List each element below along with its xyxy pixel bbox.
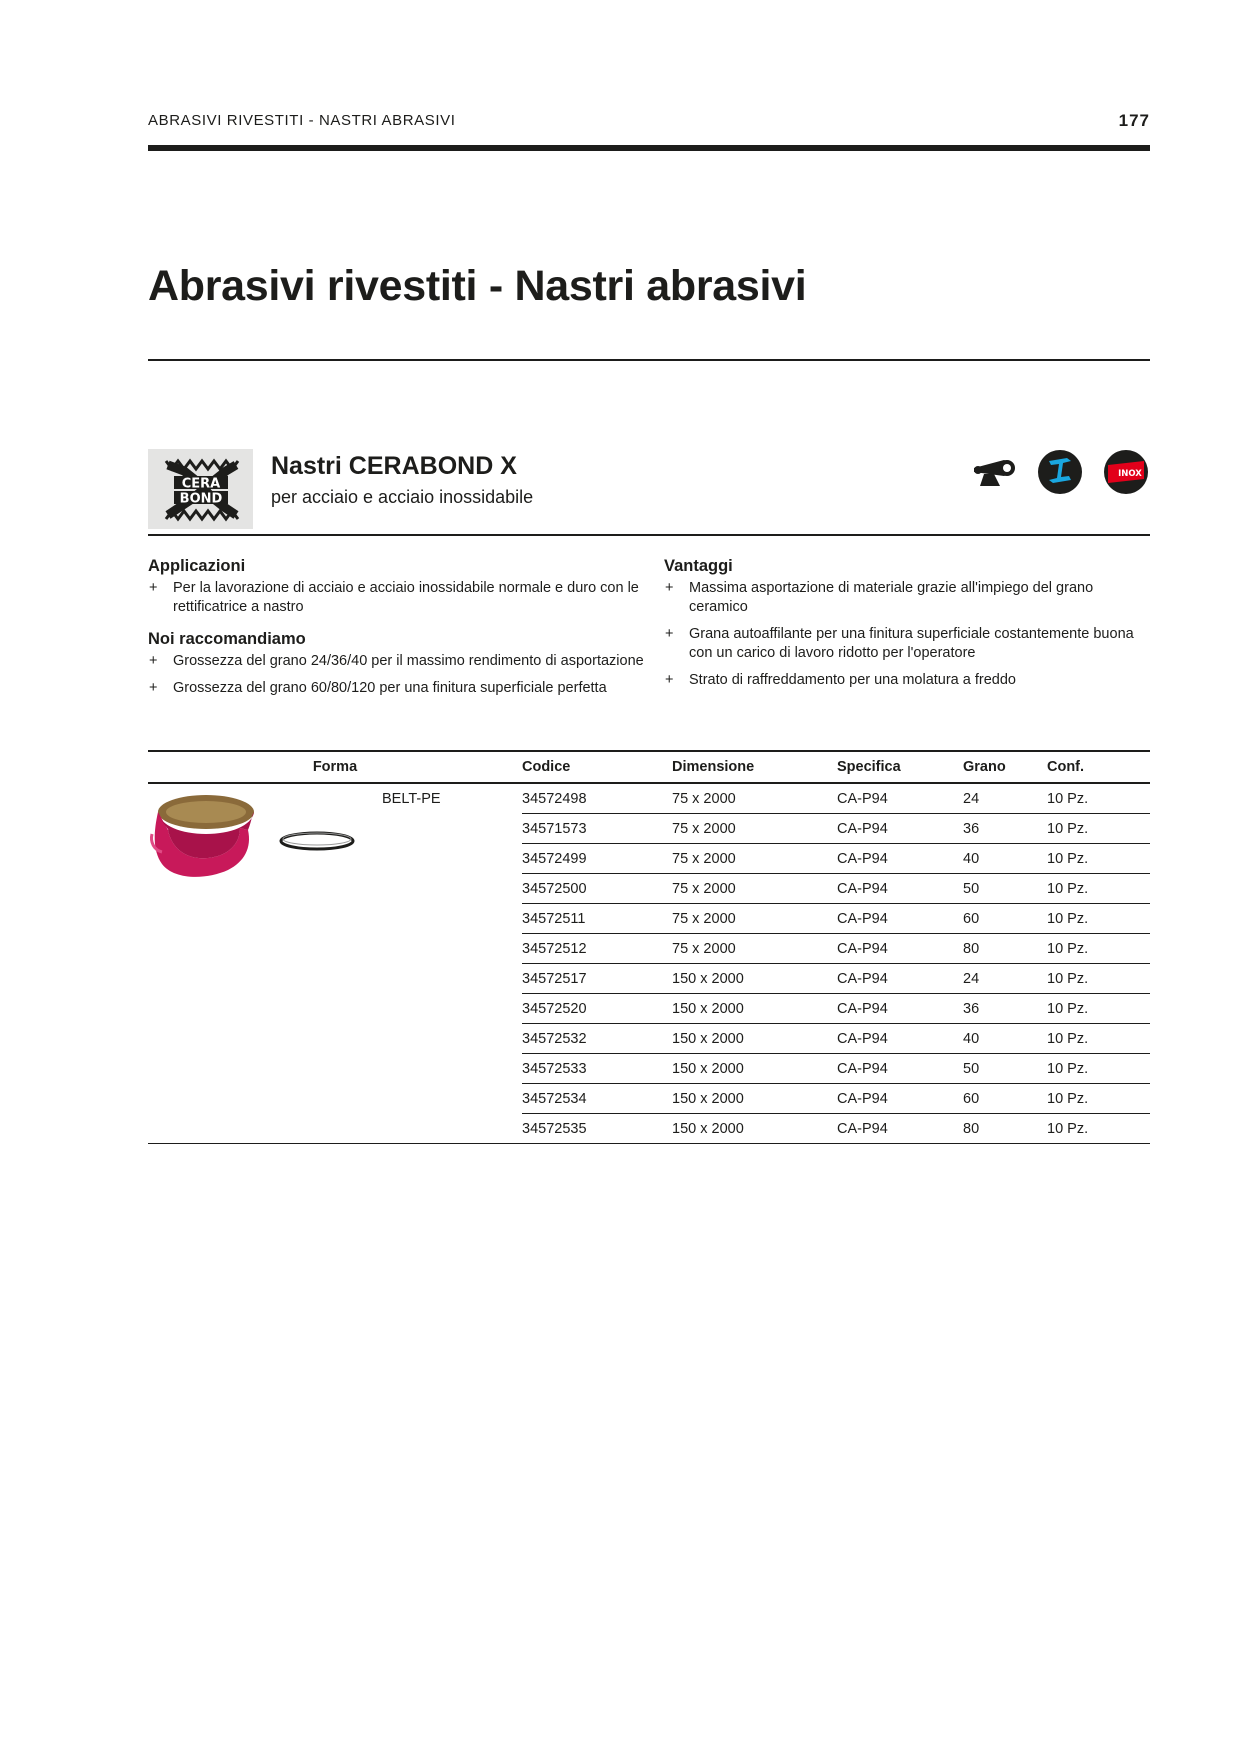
cell-conf: 10 Pz. xyxy=(1047,844,1150,874)
cell-codice: 34572534 xyxy=(522,1084,672,1114)
cell-codice: 34572499 xyxy=(522,844,672,874)
list-item: + Per la lavorazione di acciaio e acciaio inossidabile normale e duro con le rettificatrice a nastro xyxy=(149,580,639,615)
inox-icon xyxy=(1103,449,1149,495)
cell-conf: 10 Pz. xyxy=(1047,994,1150,1024)
forma-cell xyxy=(148,783,522,1144)
cell-dimensione: 75 x 2000 xyxy=(672,934,837,964)
cell-dimensione: 150 x 2000 xyxy=(672,1114,837,1144)
title-rule xyxy=(148,359,1150,361)
cell-dimensione: 150 x 2000 xyxy=(672,1024,837,1054)
page-title: Abrasivi rivestiti - Nastri abrasivi xyxy=(148,262,807,310)
cell-specifica: CA-P94 xyxy=(837,1084,963,1114)
cerabond-logo-mark xyxy=(148,449,253,529)
cell-conf: 10 Pz. xyxy=(1047,783,1150,814)
cell-specifica: CA-P94 xyxy=(837,964,963,994)
cell-dimensione: 150 x 2000 xyxy=(672,1084,837,1114)
cell-grano: 80 xyxy=(963,1114,1047,1144)
left-column xyxy=(148,557,648,706)
table-row xyxy=(148,783,1150,814)
cell-specifica: CA-P94 xyxy=(837,934,963,964)
cell-codice: 34571573 xyxy=(522,814,672,844)
cell-grano: 50 xyxy=(963,1054,1047,1084)
cell-specifica: CA-P94 xyxy=(837,844,963,874)
cell-codice: 34572532 xyxy=(522,1024,672,1054)
cell-codice: 34572535 xyxy=(522,1114,672,1144)
cell-grano: 36 xyxy=(963,814,1047,844)
cell-codice: 34572498 xyxy=(522,783,672,814)
cell-specifica: CA-P94 xyxy=(837,994,963,1024)
cell-dimensione: 150 x 2000 xyxy=(672,994,837,1024)
list-item: + Grossezza del grano 60/80/120 per una finitura superficiale perfetta xyxy=(149,680,607,696)
cell-conf: 10 Pz. xyxy=(1047,1054,1150,1084)
list-item: + Massima asportazione di materiale grazie all'impiego del grano ceramico xyxy=(665,580,1094,615)
col-header-codice: Codice xyxy=(522,759,571,775)
cell-specifica: CA-P94 xyxy=(837,1024,963,1054)
belt-drawing xyxy=(278,829,356,853)
cell-codice: 34572511 xyxy=(522,904,672,934)
table-body xyxy=(148,783,1150,1144)
cell-dimensione: 75 x 2000 xyxy=(672,783,837,814)
cell-grano: 60 xyxy=(963,1084,1047,1114)
page-number: 177 xyxy=(1118,111,1150,130)
raccomandiamo-list xyxy=(148,652,648,698)
cell-grano: 60 xyxy=(963,904,1047,934)
header-rule xyxy=(148,145,1150,151)
form-type-label: BELT-PE xyxy=(382,791,441,807)
cell-dimensione: 75 x 2000 xyxy=(672,844,837,874)
cell-conf: 10 Pz. xyxy=(1047,964,1150,994)
bullet-plus: + xyxy=(149,680,158,696)
cell-specifica: CA-P94 xyxy=(837,1114,963,1144)
cell-codice: 34572520 xyxy=(522,994,672,1024)
col-header-specifica: Specifica xyxy=(837,759,901,775)
cell-grano: 50 xyxy=(963,874,1047,904)
bullet-plus: + xyxy=(149,653,158,669)
list-item: + Grossezza del grano 24/36/40 per il massimo rendimento di asportazione xyxy=(149,653,644,669)
cell-codice: 34572517 xyxy=(522,964,672,994)
logo-text-bottom: BOND xyxy=(179,491,223,507)
cell-specifica: CA-P94 xyxy=(837,1054,963,1084)
logo-text-top: CERA xyxy=(181,476,221,492)
cell-conf: 10 Pz. xyxy=(1047,1114,1150,1144)
col-header-conf: Conf. xyxy=(1047,759,1085,775)
product-subtitle: per acciaio e acciaio inossidabile xyxy=(271,487,534,507)
bullet-plus: + xyxy=(665,672,674,688)
applicazioni-list xyxy=(148,579,648,617)
cell-grano: 24 xyxy=(963,964,1047,994)
vantaggi-list xyxy=(664,579,1150,690)
list-item: + Grana autoaffilante per una finitura superficiale costantemente buona con un carico di lavoro ridotto per l'operatore xyxy=(665,626,1134,661)
cell-conf: 10 Pz. xyxy=(1047,904,1150,934)
cell-codice: 34572533 xyxy=(522,1054,672,1084)
table-header-row xyxy=(148,751,1150,783)
col-header-dimensione: Dimensione xyxy=(672,759,755,775)
cell-grano: 24 xyxy=(963,783,1047,814)
cell-grano: 40 xyxy=(963,1024,1047,1054)
bullet-plus: + xyxy=(665,626,674,642)
product-table xyxy=(148,750,1150,1144)
cell-grano: 40 xyxy=(963,844,1047,874)
raccomandiamo-heading: Noi raccomandiamo xyxy=(148,630,306,648)
cell-conf: 10 Pz. xyxy=(1047,1024,1150,1054)
product-name: Nastri CERABOND X xyxy=(271,452,517,480)
cell-dimensione: 75 x 2000 xyxy=(672,814,837,844)
cell-dimensione: 75 x 2000 xyxy=(672,874,837,904)
applicazioni-heading: Applicazioni xyxy=(148,557,246,575)
cell-conf: 10 Pz. xyxy=(1047,934,1150,964)
running-header: ABRASIVI RIVESTITI - NASTRI ABRASIVI xyxy=(148,112,456,129)
vantaggi-heading: Vantaggi xyxy=(664,557,733,575)
product-rule xyxy=(148,534,1150,536)
cell-specifica: CA-P94 xyxy=(837,904,963,934)
belt-photo xyxy=(148,790,258,882)
inox-label: INOX xyxy=(1118,469,1142,479)
cell-conf: 10 Pz. xyxy=(1047,874,1150,904)
cell-grano: 80 xyxy=(963,934,1047,964)
cell-dimensione: 150 x 2000 xyxy=(672,964,837,994)
right-column xyxy=(664,557,1150,698)
cell-conf: 10 Pz. xyxy=(1047,814,1150,844)
cell-specifica: CA-P94 xyxy=(837,783,963,814)
cell-codice: 34572512 xyxy=(522,934,672,964)
cell-dimensione: 150 x 2000 xyxy=(672,1054,837,1084)
cell-specifica: CA-P94 xyxy=(837,874,963,904)
cell-specifica: CA-P94 xyxy=(837,814,963,844)
col-header-grano: Grano xyxy=(963,759,1006,775)
belt-grinder-icon xyxy=(970,452,1018,488)
cell-grano: 36 xyxy=(963,994,1047,1024)
bullet-plus: + xyxy=(149,580,158,596)
steel-beam-icon xyxy=(1037,449,1083,495)
cell-dimensione: 75 x 2000 xyxy=(672,904,837,934)
list-item: + Strato di raffreddamento per una molatura a freddo xyxy=(665,672,1016,688)
cell-conf: 10 Pz. xyxy=(1047,1084,1150,1114)
cerabond-logo xyxy=(148,449,253,529)
cell-codice: 34572500 xyxy=(522,874,672,904)
col-header-forma: Forma xyxy=(312,759,358,775)
bullet-plus: + xyxy=(665,580,674,596)
